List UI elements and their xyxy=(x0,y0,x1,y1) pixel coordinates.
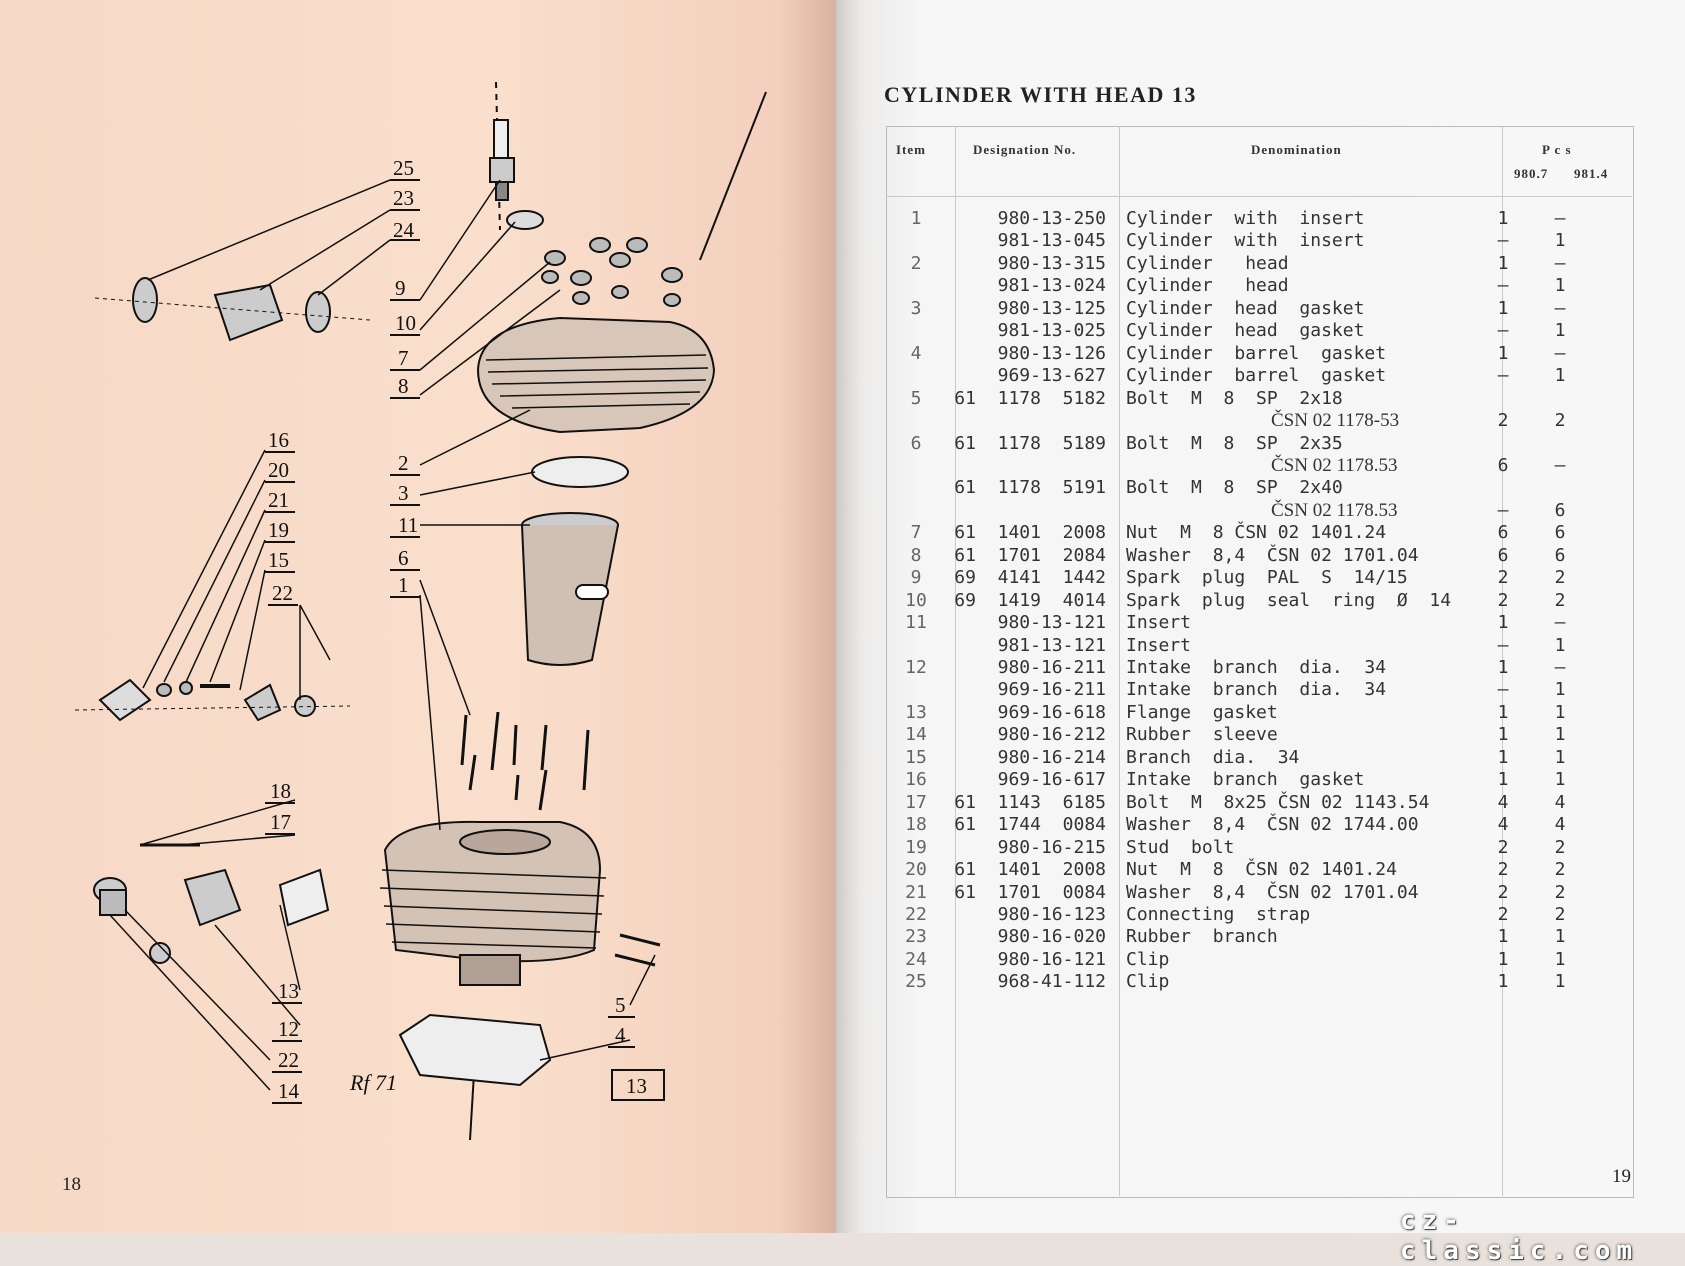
item-number: 15 xyxy=(905,746,927,768)
denomination: Bolt M 8 SP 2x18 xyxy=(1126,387,1343,409)
designation-number: 69 1419 4014 xyxy=(954,589,1106,611)
denomination: Bolt M 8 SP 2x40 xyxy=(1126,477,1343,499)
table-row xyxy=(886,859,1632,881)
pcs-b: 1 xyxy=(1554,724,1566,746)
designation-number: 969-13-627 xyxy=(997,365,1106,387)
callout-14: 14 xyxy=(278,1079,299,1103)
callout-2: 2 xyxy=(398,451,409,475)
designation-number: 61 1178 5189 xyxy=(954,432,1106,454)
denomination: Spark plug seal ring Ø 14 xyxy=(1126,589,1452,611)
designation-number: 61 1401 2008 xyxy=(954,522,1106,544)
pcs-b: — xyxy=(1554,612,1566,634)
pcs-b: 1 xyxy=(1554,926,1566,948)
table-row xyxy=(886,208,1632,230)
pcs-b: 1 xyxy=(1554,746,1566,768)
header-divider xyxy=(886,196,1632,197)
designation-number: 980-16-215 xyxy=(997,836,1106,858)
callout-16: 16 xyxy=(268,428,289,452)
pcs-b: — xyxy=(1554,297,1566,319)
denomination: Cylinder with insert xyxy=(1126,230,1365,252)
header-denomination: Denomination xyxy=(1251,142,1342,157)
pcs-a: 2 xyxy=(1497,589,1509,611)
designation-number: 980-16-214 xyxy=(997,746,1106,768)
table-row xyxy=(886,702,1632,724)
callout-12: 12 xyxy=(278,1017,299,1041)
pcs-a: 6 xyxy=(1497,454,1509,476)
item-number: 14 xyxy=(905,724,927,746)
header-model-b: 981.4 xyxy=(1574,166,1609,181)
table-row xyxy=(886,343,1632,365)
denomination: Spark plug PAL S 14/15 xyxy=(1126,567,1408,589)
callout-17: 17 xyxy=(270,810,291,834)
left-page xyxy=(0,0,836,1233)
item-number: 7 xyxy=(910,522,922,544)
pcs-a: — xyxy=(1497,320,1509,342)
exploded-view-drawing xyxy=(0,0,836,1233)
table-row xyxy=(886,971,1632,993)
table-row xyxy=(886,657,1632,679)
table-row xyxy=(886,792,1632,814)
table-row xyxy=(886,904,1632,926)
callout-6: 6 xyxy=(398,546,409,570)
table-row xyxy=(886,275,1632,297)
pcs-a: 1 xyxy=(1497,701,1509,723)
callout-9: 9 xyxy=(395,276,406,300)
pcs-b: 4 xyxy=(1554,814,1566,836)
callout-25: 25 xyxy=(393,156,414,180)
table-row xyxy=(886,477,1632,499)
table-row xyxy=(886,320,1632,342)
table-row-csn xyxy=(886,410,1632,432)
item-number: 3 xyxy=(910,297,922,319)
item-number: 6 xyxy=(910,432,922,454)
pcs-b: 1 xyxy=(1554,679,1566,701)
item-number: 25 xyxy=(905,971,927,993)
designation-number: 61 1178 5182 xyxy=(954,387,1106,409)
callout-1: 1 xyxy=(398,573,409,597)
item-number: 10 xyxy=(905,589,927,611)
pcs-a: 6 xyxy=(1497,544,1509,566)
callout-8: 8 xyxy=(398,374,409,398)
pcs-a: — xyxy=(1497,679,1509,701)
designation-number: 69 4141 1442 xyxy=(954,567,1106,589)
pcs-a: — xyxy=(1497,634,1509,656)
callout-15: 15 xyxy=(268,548,289,572)
spark-plug-drawing xyxy=(490,120,514,200)
table-row xyxy=(886,814,1632,836)
pcs-b: 1 xyxy=(1554,634,1566,656)
table-row xyxy=(886,567,1632,589)
designation-number: 61 1143 6185 xyxy=(954,791,1106,813)
item-number: 13 xyxy=(905,701,927,723)
table-row xyxy=(886,747,1632,769)
denomination: Bolt M 8 SP 2x35 xyxy=(1126,432,1343,454)
pcs-b: 2 xyxy=(1554,836,1566,858)
pcs-b: — xyxy=(1554,342,1566,364)
pcs-a: — xyxy=(1497,275,1509,297)
right-page xyxy=(836,0,1685,1233)
denomination: Intake branch dia. 34 xyxy=(1126,679,1387,701)
pcs-a: — xyxy=(1497,499,1509,521)
pcs-b: 4 xyxy=(1554,791,1566,813)
item-number: 8 xyxy=(910,544,922,566)
pcs-b: 2 xyxy=(1554,859,1566,881)
pcs-b: 6 xyxy=(1554,544,1566,566)
table-row xyxy=(886,545,1632,567)
table-row xyxy=(886,590,1632,612)
callout-10: 10 xyxy=(395,311,416,335)
table-row xyxy=(886,769,1632,791)
denomination: Branch dia. 34 xyxy=(1126,746,1300,768)
pcs-b: — xyxy=(1554,657,1566,678)
denomination: Intake branch gasket xyxy=(1126,769,1365,791)
intake-flange-drawing xyxy=(75,680,350,720)
item-number: 1 xyxy=(910,208,922,229)
designation-number: 61 1701 2084 xyxy=(954,544,1106,566)
callout-21: 21 xyxy=(268,488,289,512)
page-number-left: 18 xyxy=(62,1174,81,1195)
item-number: 23 xyxy=(905,926,927,948)
designation-number: 981-13-045 xyxy=(997,230,1106,252)
pcs-a: 2 xyxy=(1497,859,1509,881)
callout-23: 23 xyxy=(393,186,414,210)
pcs-b: 6 xyxy=(1554,522,1566,544)
denomination: Washer 8,4 ČSN 02 1701.04 xyxy=(1126,544,1419,566)
designation-number: 980-13-121 xyxy=(997,612,1106,634)
designation-number: 980-16-123 xyxy=(997,903,1106,925)
denomination: Insert xyxy=(1126,612,1192,634)
signature: Rf 71 xyxy=(350,1070,398,1095)
pcs-a: 2 xyxy=(1497,903,1509,925)
denomination: Washer 8,4 ČSN 02 1701.04 xyxy=(1126,881,1419,903)
pcs-a: 1 xyxy=(1497,769,1509,791)
table-row xyxy=(886,298,1632,320)
item-number: 16 xyxy=(905,769,927,791)
csn-standard: ČSN 02 1178.53 xyxy=(1271,454,1398,476)
figure-label: 13 xyxy=(626,1074,647,1098)
designation-number: 969-16-617 xyxy=(997,769,1106,791)
pcs-b: 1 xyxy=(1554,275,1566,297)
denomination: Stud bolt xyxy=(1126,836,1235,858)
header-designation: Designation No. xyxy=(973,142,1077,157)
denomination: Cylinder head xyxy=(1126,275,1289,297)
pcs-b: 1 xyxy=(1554,365,1566,387)
pcs-b: 1 xyxy=(1554,701,1566,723)
pcs-a: 1 xyxy=(1497,252,1509,274)
designation-number: 969-16-211 xyxy=(997,679,1106,701)
pcs-b: 1 xyxy=(1554,769,1566,791)
designation-number: 980-16-211 xyxy=(997,657,1106,678)
designation-number: 981-13-024 xyxy=(997,275,1106,297)
pcs-a: 1 xyxy=(1497,208,1509,229)
header-item: Item xyxy=(896,142,926,157)
pcs-b: 2 xyxy=(1554,567,1566,589)
callout-24: 24 xyxy=(393,218,414,242)
pcs-a: 1 xyxy=(1497,657,1509,678)
denomination: Washer 8,4 ČSN 02 1744.00 xyxy=(1126,814,1419,836)
callout-7: 7 xyxy=(398,346,409,370)
denomination: Rubber branch xyxy=(1126,926,1278,948)
pcs-b: 2 xyxy=(1554,881,1566,903)
item-number: 4 xyxy=(910,342,922,364)
page-title: CYLINDER WITH HEAD 13 xyxy=(884,82,1197,107)
table-row xyxy=(886,724,1632,746)
csn-standard: ČSN 02 1178-53 xyxy=(1271,410,1400,432)
pcs-a: 2 xyxy=(1497,836,1509,858)
pcs-a: 1 xyxy=(1497,746,1509,768)
pcs-b: — xyxy=(1554,208,1566,229)
denomination: Cylinder with insert xyxy=(1126,208,1365,229)
item-number: 9 xyxy=(910,567,922,589)
item-number: 2 xyxy=(910,252,922,274)
designation-number: 61 1701 0084 xyxy=(954,881,1106,903)
table-row xyxy=(886,433,1632,455)
designation-number: 980-13-315 xyxy=(997,252,1106,274)
callout-22a: 22 xyxy=(272,581,293,605)
table-row-csn xyxy=(886,500,1632,522)
pcs-a: 1 xyxy=(1497,612,1509,634)
pcs-a: 1 xyxy=(1497,948,1509,970)
header-pcs: P c s xyxy=(1542,142,1572,157)
cylinder-head-drawing xyxy=(478,318,714,432)
item-number: 17 xyxy=(905,791,927,813)
designation-number: 980-13-250 xyxy=(997,208,1106,229)
pcs-a: 1 xyxy=(1497,971,1509,993)
callout-22b: 22 xyxy=(278,1048,299,1072)
pcs-a: — xyxy=(1497,365,1509,387)
pcs-b: 6 xyxy=(1554,499,1566,521)
designation-number: 968-41-112 xyxy=(997,971,1106,993)
pcs-b: — xyxy=(1554,454,1566,476)
item-number: 5 xyxy=(910,387,922,409)
pcs-a: — xyxy=(1497,230,1509,252)
denomination: Clip xyxy=(1126,948,1170,970)
head-nuts-drawing xyxy=(542,238,682,306)
pcs-a: 1 xyxy=(1497,926,1509,948)
pcs-b: 1 xyxy=(1554,230,1566,252)
cylinder-barrel-drawing xyxy=(380,822,606,985)
item-number: 18 xyxy=(905,814,927,836)
item-number: 21 xyxy=(905,881,927,903)
pcs-b: 2 xyxy=(1554,410,1566,432)
designation-number: 980-13-125 xyxy=(997,297,1106,319)
designation-number: 61 1401 2008 xyxy=(954,859,1106,881)
denomination: Cylinder barrel gasket xyxy=(1126,342,1387,364)
callout-20: 20 xyxy=(268,458,289,482)
denomination: Cylinder head gasket xyxy=(1126,297,1365,319)
pcs-b: 2 xyxy=(1554,903,1566,925)
denomination: Rubber sleeve xyxy=(1126,724,1278,746)
table-row xyxy=(886,612,1632,634)
table-row xyxy=(886,522,1632,544)
table-row-csn xyxy=(886,455,1632,477)
callout-5: 5 xyxy=(615,993,626,1017)
designation-number: 61 1178 5191 xyxy=(954,477,1106,499)
pcs-a: 1 xyxy=(1497,297,1509,319)
pcs-a: 4 xyxy=(1497,791,1509,813)
pcs-a: 1 xyxy=(1497,724,1509,746)
pcs-a: 1 xyxy=(1497,342,1509,364)
csn-standard: ČSN 02 1178.53 xyxy=(1271,499,1398,521)
item-number: 19 xyxy=(905,836,927,858)
pcs-a: 2 xyxy=(1497,881,1509,903)
cylinder-insert-drawing xyxy=(522,513,618,665)
table-row xyxy=(886,926,1632,948)
table-row xyxy=(886,388,1632,410)
callout-19: 19 xyxy=(268,518,289,542)
item-number: 22 xyxy=(905,903,927,925)
denomination: Clip xyxy=(1126,971,1170,993)
studs-drawing xyxy=(462,712,588,810)
denomination: Cylinder barrel gasket xyxy=(1126,365,1387,387)
designation-number: 980-13-126 xyxy=(997,342,1106,364)
designation-number: 980-16-020 xyxy=(997,926,1106,948)
denomination: Connecting strap xyxy=(1126,903,1311,925)
table-row xyxy=(886,949,1632,971)
designation-number: 980-16-212 xyxy=(997,724,1106,746)
denomination: Intake branch dia. 34 xyxy=(1126,657,1387,678)
pcs-a: 6 xyxy=(1497,522,1509,544)
table-row xyxy=(886,253,1632,275)
item-number: 24 xyxy=(905,948,927,970)
designation-number: 980-16-121 xyxy=(997,948,1106,970)
pcs-b: 1 xyxy=(1554,971,1566,993)
pcs-b: 1 xyxy=(1554,320,1566,342)
callout-11: 11 xyxy=(398,513,419,537)
pcs-a: 2 xyxy=(1497,410,1509,432)
pcs-a: 4 xyxy=(1497,814,1509,836)
designation-number: 981-13-121 xyxy=(997,634,1106,656)
designation-number: 981-13-025 xyxy=(997,320,1106,342)
callout-3: 3 xyxy=(398,481,409,505)
watermark: cz-classic.com xyxy=(1400,1206,1639,1266)
table-row xyxy=(886,230,1632,252)
header-model-a: 980.7 xyxy=(1514,166,1549,181)
table-row xyxy=(886,837,1632,859)
denomination: Flange gasket xyxy=(1126,701,1278,723)
item-number: 20 xyxy=(905,859,927,881)
table-row xyxy=(886,365,1632,387)
item-number: 12 xyxy=(905,657,927,678)
designation-number: 969-16-618 xyxy=(997,701,1106,723)
denomination: Nut M 8 ČSN 02 1401.24 xyxy=(1126,522,1387,544)
table-row xyxy=(886,679,1632,701)
denomination: Insert xyxy=(1126,634,1192,656)
page-number-right: 19 xyxy=(1612,1166,1631,1187)
denomination: Cylinder head gasket xyxy=(1126,320,1365,342)
pcs-a: 2 xyxy=(1497,567,1509,589)
denomination: Bolt M 8x25 ČSN 02 1143.54 xyxy=(1126,791,1430,813)
denomination: Nut M 8 ČSN 02 1401.24 xyxy=(1126,859,1397,881)
pcs-b: — xyxy=(1554,252,1566,274)
table-row xyxy=(886,635,1632,657)
callout-18: 18 xyxy=(270,779,291,803)
callout-4: 4 xyxy=(615,1023,626,1047)
callout-13: 13 xyxy=(278,979,299,1003)
pcs-b: 2 xyxy=(1554,589,1566,611)
item-number: 11 xyxy=(905,612,927,634)
designation-number: 61 1744 0084 xyxy=(954,814,1106,836)
denomination: Cylinder head xyxy=(1126,252,1289,274)
table-row xyxy=(886,882,1632,904)
pcs-b: 1 xyxy=(1554,948,1566,970)
